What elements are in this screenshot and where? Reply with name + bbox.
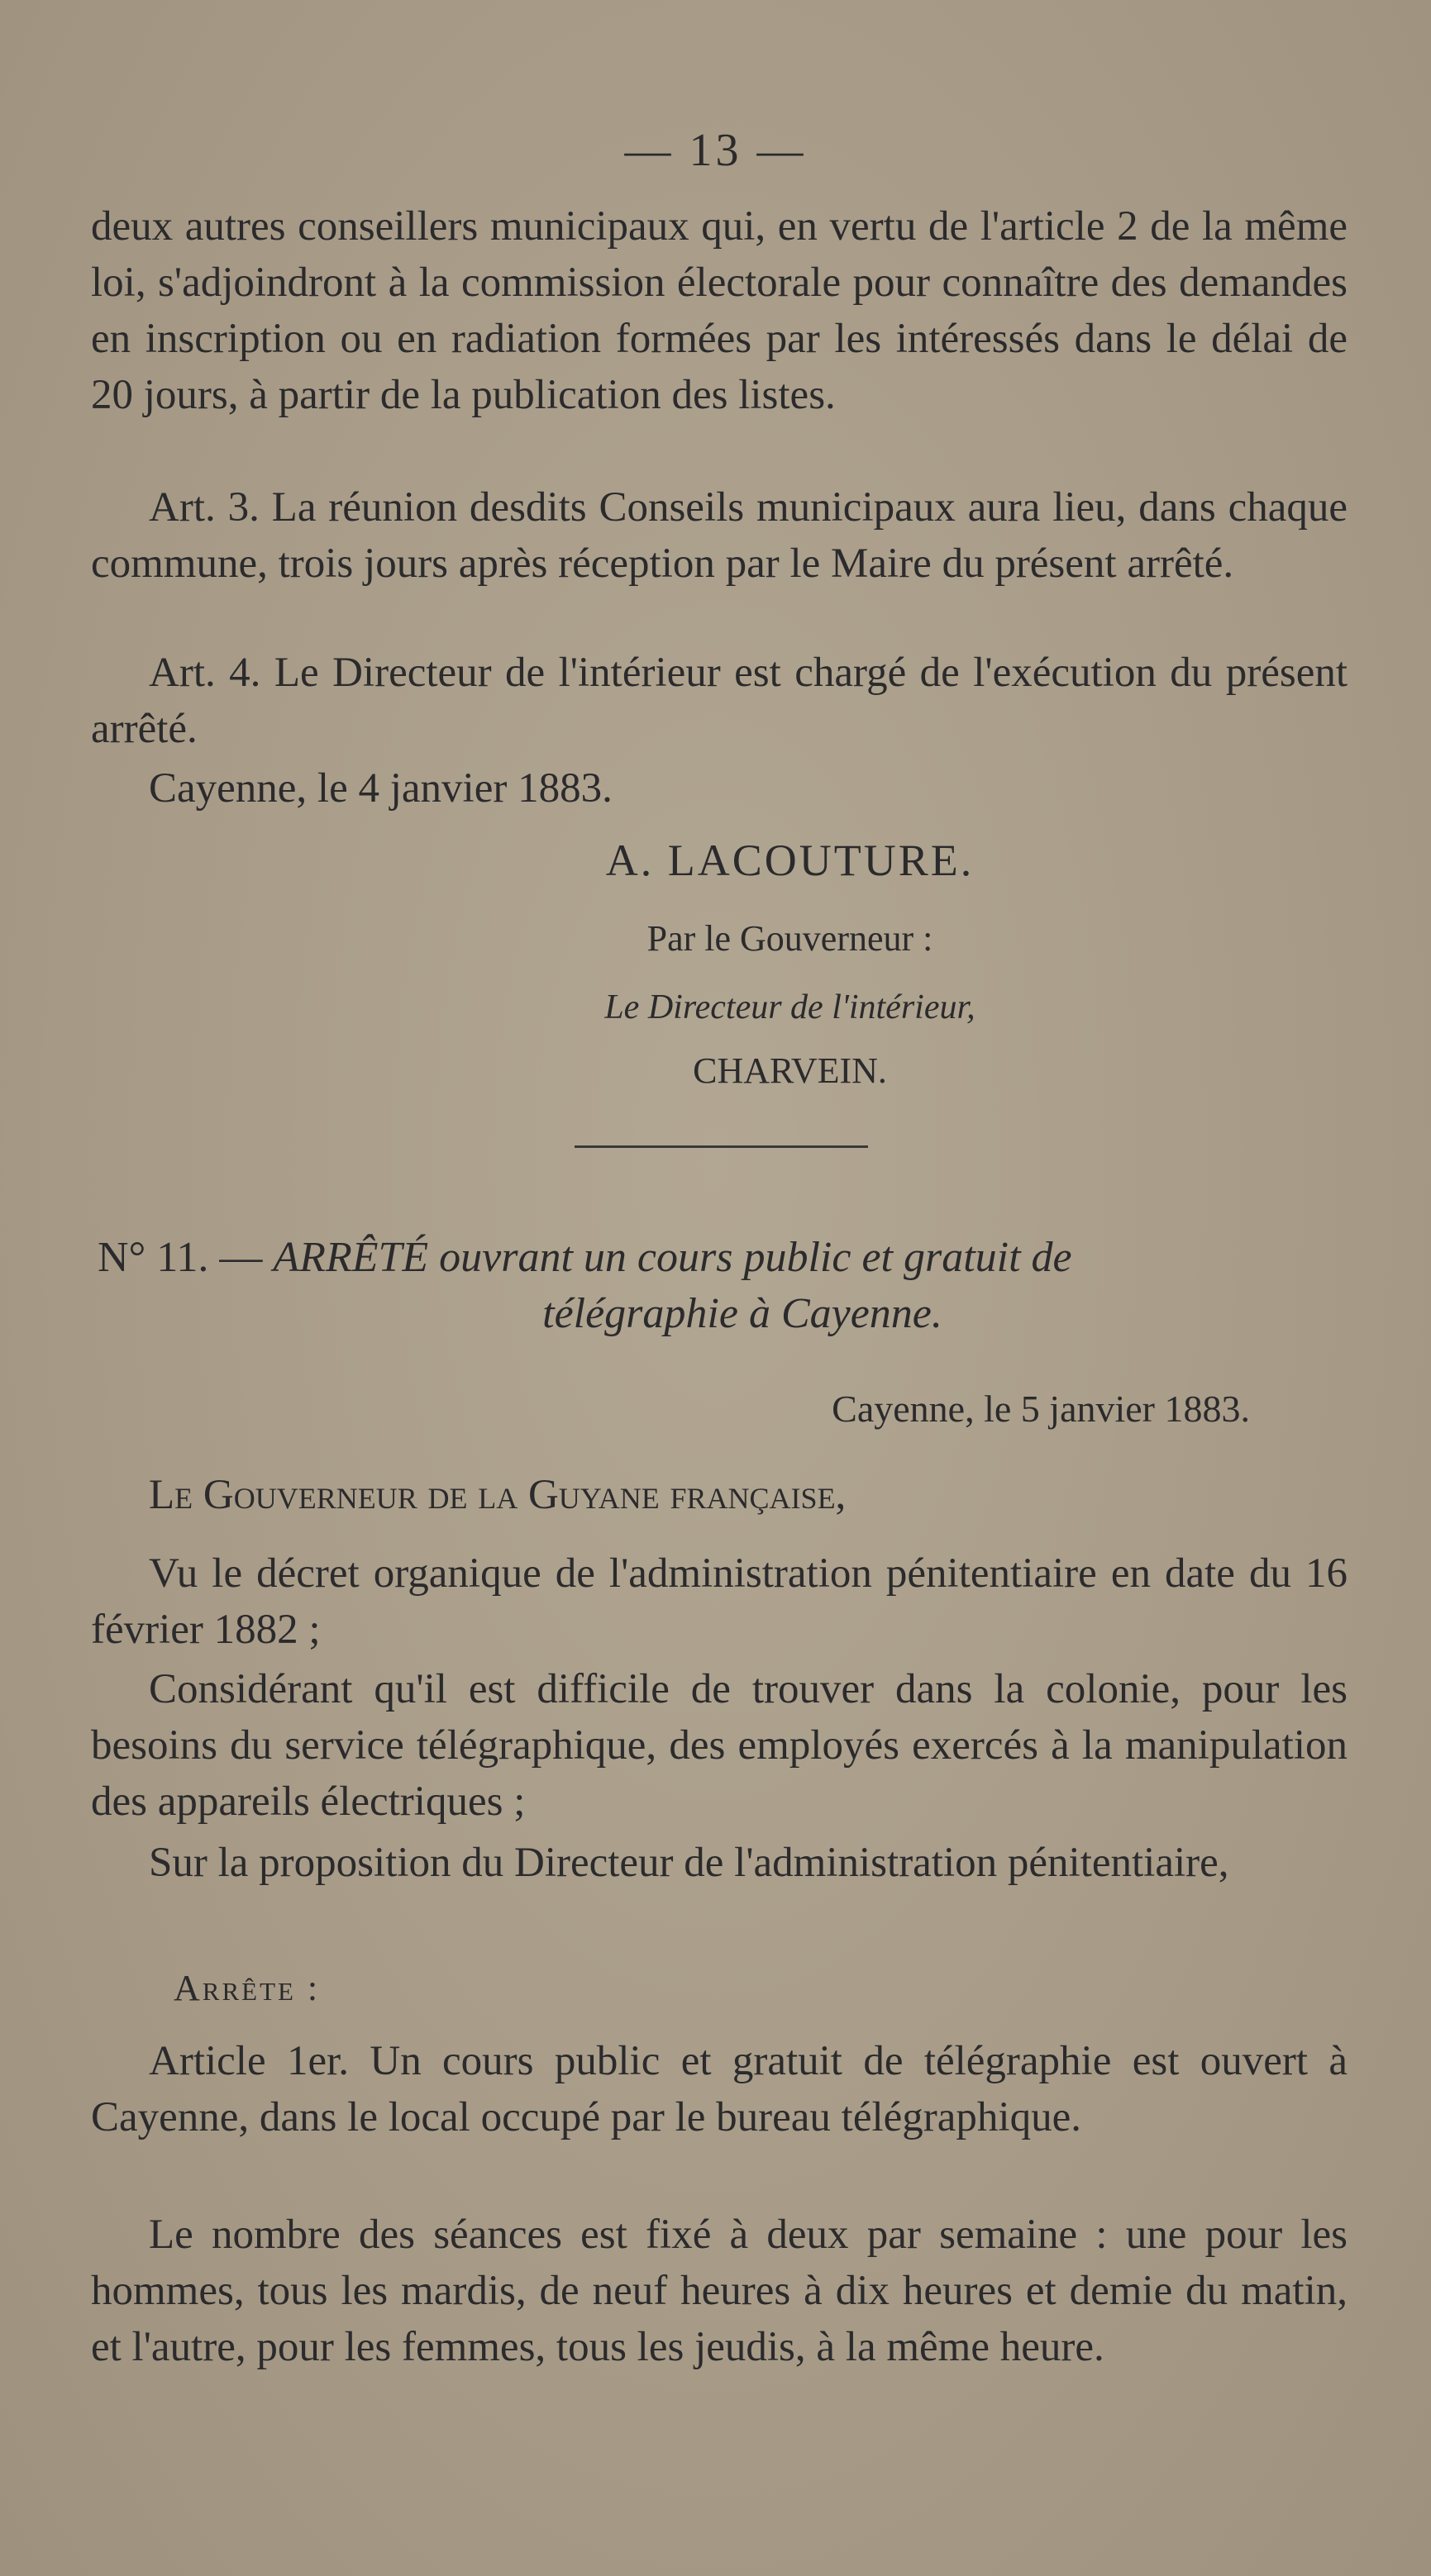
decree-heading: [98, 1230, 1354, 1342]
paragraph-article-1: Article 1er. Un cours public et gratuit de télégraphie est ouvert à Cayenne, dans le local occupé par le bureau télégraphique.: [91, 2038, 1348, 2140]
signature-by: Par le Gouverneur :: [646, 918, 933, 959]
decree-title-line2: télégraphie à Cayenne.: [542, 1290, 942, 1337]
decree-title-line1: ARRÊTÉ ouvrant un cours public et gratuit de: [273, 1234, 1072, 1281]
signature-signer: CHARVEIN.: [693, 1050, 887, 1091]
paragraph-continuation: deux autres conseillers municipaux qui, en vertu de l'article 2 de la même loi, s'adjoindront à la commission électorale pour connaître des demandes en inscription ou en radiation formées par les intéressés dans le délai de 20 jours, à partir de la publication des listes.: [91, 203, 1348, 418]
paragraph-article-4: Art. 4. Le Directeur de l'intérieur est chargé de l'exécution du présent arrêté.: [91, 650, 1348, 752]
governor-text: Le Gouverneur de la Guyane française,: [149, 1472, 847, 1518]
paragraph-article-3: Art. 3. La réunion desdits Conseils municipaux aura lieu, dans chaque commune, trois jours après réception par le Maire du présent arrêté.: [91, 484, 1348, 587]
page-number: — 13 —: [624, 125, 807, 176]
paragraph-date-place: Cayenne, le 4 janvier 1883.: [149, 765, 613, 812]
paragraph-sur: Sur la proposition du Directeur de l'administration pénitentiaire,: [149, 1840, 1229, 1886]
signature-role: Le Directeur de l'intérieur,: [604, 988, 975, 1026]
paragraph-vu: Vu le décret organique de l'administration pénitentiaire en date du 16 février 1882 ;: [91, 1550, 1348, 1653]
decree-number: N° 11. —: [98, 1234, 263, 1281]
signature-name: A. LACOUTURE.: [605, 836, 975, 885]
paragraph-seances: Le nombre des séances est fixé à deux par semaine : une pour les hommes, tous les mardis, de neuf heures à dix heures et demie du matin, et l'autre, pour les femmes, tous les jeudis, à la même heure.: [91, 2212, 1348, 2370]
section-divider: [575, 1145, 868, 1148]
arrete-label: Arrête :: [174, 1968, 321, 2008]
paragraph-considerant: Considérant qu'il est difficile de trouver dans la colonie, pour les besoins du service télégraphique, des employés exercés à la manipulation des appareils électriques ;: [91, 1666, 1348, 1825]
decree-date: Cayenne, le 5 janvier 1883.: [832, 1388, 1250, 1430]
paragraph-governor: [91, 1467, 1348, 1523]
